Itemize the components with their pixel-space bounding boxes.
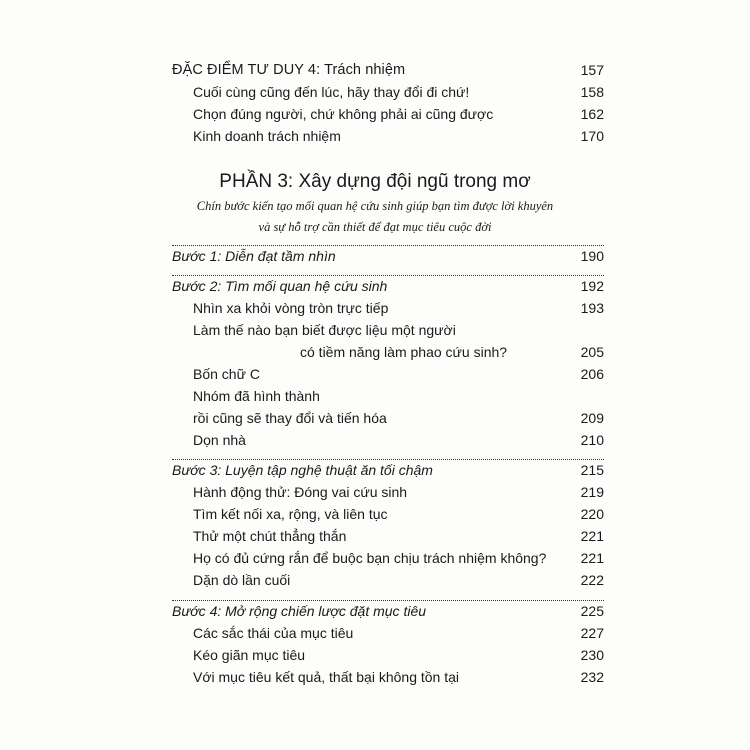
toc-page-number: 222: [580, 572, 604, 588]
toc-entry-title: Làm thế nào bạn biết được liệu một người: [193, 322, 456, 338]
toc-page-number: 193: [580, 300, 604, 316]
toc-entry-title: Tìm kết nối xa, rộng, và liên tục: [193, 506, 388, 522]
toc-entry-title: Kinh doanh trách nhiệm: [193, 128, 341, 144]
toc-page-number: 227: [580, 625, 604, 641]
toc-entry[interactable]: [0, 385, 750, 407]
toc-page-number: 230: [580, 647, 604, 663]
toc-entry-title: Nhìn xa khỏi vòng tròn trực tiếp: [193, 300, 389, 316]
toc-entry[interactable]: [0, 644, 750, 666]
toc-entry[interactable]: [0, 297, 750, 319]
toc-page-number: 209: [580, 410, 604, 426]
toc-entry-title: Với mục tiêu kết quả, thất bại không tồn tại: [193, 669, 460, 685]
toc-page-number: 162: [580, 106, 604, 122]
toc-entry-continuation[interactable]: [0, 341, 750, 363]
toc-entry[interactable]: [0, 363, 750, 385]
toc-entry[interactable]: [0, 622, 750, 644]
toc-page-number: 232: [580, 669, 604, 685]
toc-entry[interactable]: [0, 481, 750, 503]
toc-entry-title: Bước 3: Luyện tập nghệ thuật ăn tối chậm: [172, 462, 433, 478]
toc-entry-title: Bốn chữ C: [193, 366, 260, 382]
toc-entry[interactable]: [0, 569, 750, 591]
toc-entry-title: Bước 1: Diễn đạt tầm nhìn: [172, 248, 336, 264]
toc-entry-title-cont: có tiềm năng làm phao cứu sinh?: [300, 344, 508, 360]
toc-entry-title: Dặn dò lần cuối: [193, 572, 291, 588]
toc-entry[interactable]: [0, 503, 750, 525]
toc-entry-title: Hành động thử: Đóng vai cứu sinh: [193, 484, 408, 500]
toc-entry-title: Các sắc thái của mục tiêu: [193, 625, 354, 641]
toc-entry-title: Chọn đúng người, chứ không phải ai cũng được: [193, 106, 494, 122]
toc-entry[interactable]: [0, 81, 750, 103]
toc-entry-title: Cuối cùng cũng đến lúc, hãy thay đổi đi chứ!: [193, 84, 470, 100]
toc-step-heading[interactable]: [0, 275, 750, 297]
toc-entry-title: Thử một chút thẳng thắn: [193, 528, 347, 544]
toc-page-number: 158: [580, 84, 604, 100]
toc-page-number: 192: [580, 278, 604, 294]
toc-page-number: 190: [580, 248, 604, 264]
part-title[interactable]: PHẦN 3: Xây dựng đội ngũ trong mơ: [219, 171, 531, 192]
toc-entry[interactable]: [0, 319, 750, 341]
toc-page-number: 205: [580, 344, 604, 360]
toc-page-number: 220: [580, 506, 604, 522]
toc-entry-title: Bước 2: Tìm mối quan hệ cứu sinh: [172, 278, 388, 294]
toc-entry[interactable]: [0, 547, 750, 569]
toc-page-number: 206: [580, 366, 604, 382]
toc-entry[interactable]: [0, 666, 750, 688]
toc-page-number: 221: [580, 528, 604, 544]
toc-entry[interactable]: [0, 103, 750, 125]
toc-step-heading[interactable]: [0, 600, 750, 622]
toc-entry[interactable]: [0, 125, 750, 147]
toc-page-number: 170: [580, 128, 604, 144]
toc-entry[interactable]: [0, 429, 750, 451]
toc-step-heading[interactable]: [0, 459, 750, 481]
toc-entry-title: Dọn nhà: [193, 432, 246, 448]
part-description-line: Chín bước kiến tạo mối quan hệ cứu sinh giúp bạn tìm được lời khuyên: [196, 199, 554, 213]
toc-page-number: 221: [580, 550, 604, 566]
toc-page-number: 215: [580, 462, 604, 478]
toc-entry-continuation[interactable]: [0, 407, 750, 429]
part-description-line: và sự hỗ trợ cần thiết để đạt mục tiêu cuộc đời: [258, 220, 492, 234]
toc-entry[interactable]: [0, 525, 750, 547]
toc-entry-title-cont: rồi cũng sẽ thay đổi và tiến hóa: [193, 410, 387, 426]
toc-entry-title: Họ có đủ cứng rắn để buộc bạn chịu trách nhiệm không?: [193, 550, 547, 566]
toc-page-number: 225: [580, 603, 604, 619]
toc-page-number: 219: [580, 484, 604, 500]
toc-entry-title: ĐẶC ĐIỂM TƯ DUY 4: Trách nhiệm: [172, 62, 406, 78]
toc-section-heading[interactable]: [0, 59, 750, 81]
toc-step-heading[interactable]: [0, 245, 750, 267]
toc-page-number: 157: [580, 62, 604, 78]
toc-entry-title: Kéo giãn mục tiêu: [193, 647, 306, 663]
toc-entry-title: Bước 4: Mở rộng chiến lược đặt mục tiêu: [172, 603, 427, 619]
toc-entry-title: Nhóm đã hình thành: [193, 388, 320, 404]
toc-page-number: 210: [580, 432, 604, 448]
